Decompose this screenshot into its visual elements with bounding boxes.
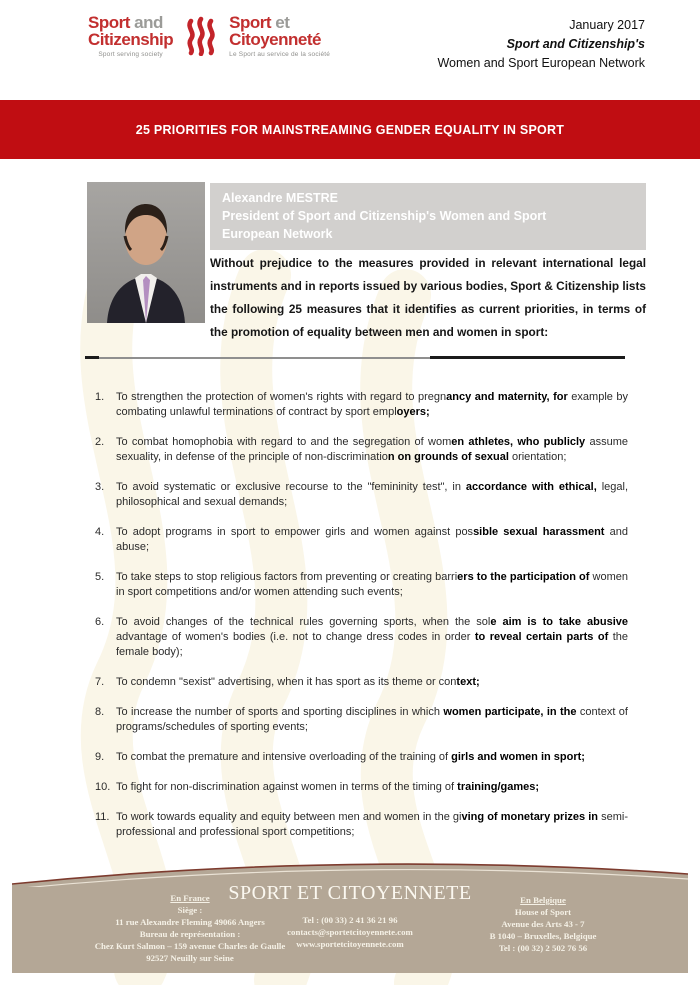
intro-paragraph: Without prejudice to the measures provided in relevant international legal instruments and in reports issued by various bodies, Sport & Citizenship lists the following 25 measures that it identifies as current priorities, in terms of the promotion of equality between men and women in sport: — [210, 256, 646, 339]
item-number: 1. — [95, 391, 105, 403]
item-text-segment: legal, philosophical and sexual demands; — [116, 481, 628, 508]
list-item — [95, 780, 628, 795]
list-item — [95, 480, 628, 510]
item-text-segment: To combat the premature and intensive overloading of the training of — [116, 751, 452, 763]
logo-line: Citizenship — [88, 30, 174, 49]
logo-line — [229, 14, 330, 31]
list-item — [95, 675, 628, 690]
header-network: Women and Sport European Network — [437, 55, 645, 70]
page-header — [0, 0, 700, 95]
item-text — [116, 675, 628, 690]
item-text-segment: To work towards equality and equity between men and women in the gi — [116, 811, 462, 823]
item-number: 7. — [95, 676, 105, 688]
item-text-segment: orientation; — [508, 451, 567, 463]
header-right-text — [437, 16, 645, 72]
item-text — [116, 810, 628, 840]
header-date: January 2017 — [569, 18, 645, 32]
item-text-bold-segment: to reveal certain parts of — [474, 631, 609, 643]
footer-text-line: Tel : (00 33) 2 41 36 21 96 — [302, 915, 398, 925]
item-text-segment: To strengthen the protection of women's rights with regard to pregn — [116, 391, 447, 403]
footer-text-line: B 1040 – Bruxelles, Belgique — [489, 931, 597, 941]
item-text-segment: To combat homophobia with regard to and the segregation of wom — [116, 436, 452, 448]
item-number: 5. — [95, 571, 105, 583]
item-text-bold-segment: women participate, in the — [443, 706, 577, 718]
item-text-bold-segment: ancy and maternity, for — [446, 391, 568, 403]
footer-text-line: Chez Kurt Salmon – 159 avenue Charles de Gaulle — [94, 941, 286, 951]
list-item — [95, 750, 628, 765]
footer-text-line: contacts@sportetcitoyennete.com — [287, 927, 413, 937]
list-item — [95, 525, 628, 555]
footer-belgium-address — [428, 894, 658, 954]
triple-s-flame-icon — [183, 16, 219, 56]
item-number: 6. — [95, 616, 105, 628]
item-text — [116, 525, 628, 555]
header-org: Sport and Citizenship's — [506, 36, 645, 51]
item-text-bold-segment: girls and women in sport; — [451, 751, 585, 763]
item-number: 9. — [95, 751, 105, 763]
item-text-bold-segment: oyers; — [396, 406, 430, 418]
footer-text-line: Tel : (00 32) 2 502 76 56 — [498, 943, 588, 953]
list-item — [95, 390, 628, 420]
item-text-segment: To condemn "sexist" advertising, when it has sport as its theme or con — [116, 676, 457, 688]
item-text — [116, 780, 628, 795]
rule-dark-segment — [85, 356, 99, 359]
item-text — [116, 750, 628, 765]
sport-citizenship-logo — [88, 14, 330, 59]
author-box — [210, 183, 646, 250]
logo-french — [229, 14, 330, 59]
footer-org-title: SPORT ET CITOYENNETE — [228, 882, 472, 904]
logo-tagline: Le Sport au service de la société — [229, 51, 331, 58]
logo-english — [88, 14, 173, 59]
item-text-bold-segment: sible sexual harassment — [473, 526, 605, 538]
footer-text-line: Avenue des Arts 43 - 7 — [501, 919, 585, 929]
footer-france-title: En France — [170, 893, 210, 903]
list-item — [95, 435, 628, 465]
author-role: President of Sport and Citizenship's Women and Sport — [222, 209, 547, 223]
item-text — [116, 705, 628, 735]
priorities-list — [95, 390, 628, 855]
item-text-segment: the female body); — [116, 631, 628, 658]
list-item — [95, 615, 628, 660]
footer-text-line: 92527 Neuilly sur Seine — [146, 953, 234, 963]
item-text-bold-segment: text; — [456, 676, 480, 688]
footer-text-line: Siège : — [177, 905, 203, 915]
item-text-bold-segment: accordance with ethical, — [465, 481, 597, 493]
item-number: 2. — [95, 436, 105, 448]
item-text-bold-segment: e aim is to take abusive — [490, 616, 628, 628]
item-text-bold-segment: training/games; — [457, 781, 540, 793]
footer-text-line: Bureau de représentation : — [139, 929, 241, 939]
item-text-bold-segment: en athletes, who publicly — [451, 436, 586, 448]
item-text-segment: women in sport competitions and/or women attending such events; — [116, 571, 628, 598]
logo-line: Citoyenneté — [229, 30, 321, 49]
item-number: 11. — [95, 811, 110, 823]
item-text-segment: context of programs/schedules of sporting events; — [116, 706, 628, 733]
page-footer — [12, 860, 688, 973]
footer-text-line: www.sportetcitoyennete.com — [296, 939, 404, 949]
item-text-bold-segment: ving of monetary prizes in — [461, 811, 598, 823]
item-text-segment: To fight for non-discrimination against women in terms of the timing of — [116, 781, 458, 793]
list-item — [95, 570, 628, 600]
item-text-segment: and abuse; — [116, 526, 628, 553]
item-text-segment: To avoid systematic or exclusive recourse to the "femininity test", in — [116, 481, 466, 493]
item-text-segment: example by combating unlawful terminations of contract by sport empl — [116, 391, 629, 418]
separator-rule — [85, 357, 625, 359]
item-text-bold-segment: n on grounds of sexual — [387, 451, 509, 463]
footer-text-line: House of Sport — [514, 907, 572, 917]
item-number: 10. — [95, 781, 111, 793]
item-number: 8. — [95, 706, 105, 718]
item-number: 3. — [95, 481, 105, 493]
portrait-photo — [87, 182, 205, 323]
logo-word: et — [275, 13, 290, 32]
logo-word: Sport — [229, 13, 272, 32]
item-text-segment: advantage of women's bodies (i.e. not to change dress codes in order — [116, 631, 475, 643]
item-text-segment: To take steps to stop religious factors from preventing or creating barri — [116, 571, 458, 583]
item-text-segment: To avoid changes of the technical rules governing sports, when the sol — [116, 616, 491, 628]
author-name: Alexandre MESTRE — [222, 191, 339, 205]
footer-belgium-title: En Belgique — [520, 895, 566, 905]
item-text-segment: To adopt programs in sport to empower girls and women against pos — [116, 526, 474, 538]
list-item — [95, 810, 628, 840]
page-title: 25 PRIORITIES FOR MAINSTREAMING GENDER EQUALITY IN SPORT — [135, 122, 565, 137]
item-text — [116, 615, 628, 660]
item-text — [116, 435, 628, 465]
logo-word: and — [134, 13, 163, 32]
item-number: 4. — [95, 526, 105, 538]
logo-word: Sport — [88, 13, 130, 32]
item-text-segment: assume sexuality, in defense of the principle of non-discriminatio — [116, 436, 628, 463]
item-text — [116, 390, 628, 420]
item-text — [116, 480, 628, 510]
logo-line — [88, 14, 173, 31]
title-banner — [0, 100, 700, 159]
logo-tagline: Sport serving society — [98, 51, 163, 58]
footer-belgium-lines — [428, 906, 658, 954]
list-item — [95, 705, 628, 735]
author-role: European Network — [222, 227, 333, 241]
item-text-segment: semi-professional and professional sport competitions; — [116, 811, 628, 838]
item-text-bold-segment: ers to the participation of — [457, 571, 590, 583]
rule-dark-segment — [430, 356, 625, 359]
footer-text-line: 11 rue Alexandre Fleming 49066 Angers — [115, 917, 265, 927]
item-text-segment: To increase the number of sports and sporting disciplines in which — [116, 706, 444, 718]
item-text — [116, 570, 628, 600]
